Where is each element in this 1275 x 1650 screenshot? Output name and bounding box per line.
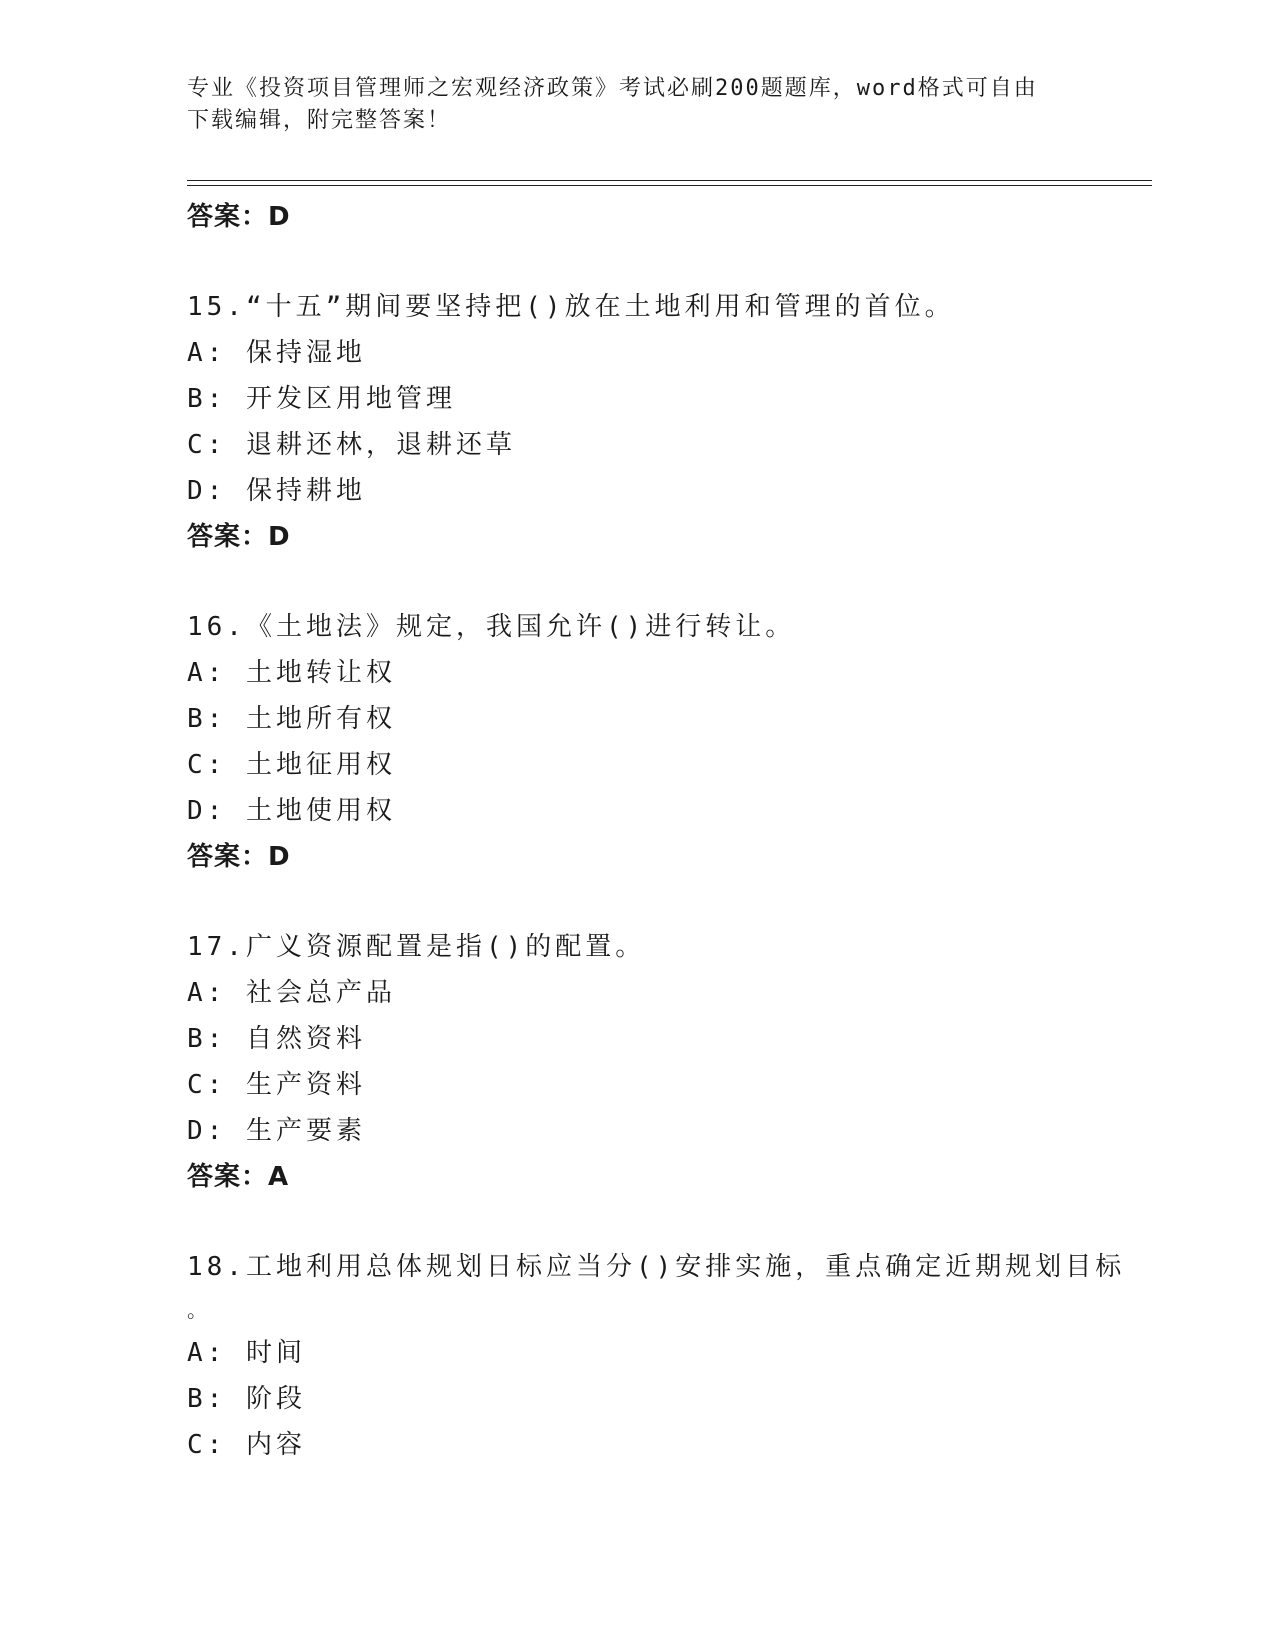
previous-answer: 答案：D [187,202,291,232]
header-divider-bottom [187,185,1152,186]
option-b: B: 土地所有权 [187,704,396,734]
option-c: C: 退耕还林，退耕还草 [187,430,516,460]
question-18 [187,1244,1126,1468]
option-c: C: 生产资料 [187,1070,366,1100]
option-b: B: 开发区用地管理 [187,384,456,414]
question-stem: 18.工地利用总体规划日标应当分()安排实施，重点确定近期规划目标 [187,1252,1126,1282]
answer: 答案：D [187,842,291,872]
question-stem: 16.《土地法》规定，我国允许()进行转让。 [187,612,796,642]
option-a: A: 保持湿地 [187,338,366,368]
header-divider-top [187,180,1152,181]
document-header [187,73,1067,137]
question-list [187,194,1126,1468]
header-line-1: 专业《投资项目管理师之宏观经济政策》考试必刷200题题库，word格式可自由 [187,76,1038,101]
option-b: B: 自然资料 [187,1024,366,1054]
option-a: A: 社会总产品 [187,978,396,1008]
question-stem: 15.“十五”期间要坚持把()放在土地利用和管理的首位。 [187,292,955,322]
option-c: C: 内容 [187,1430,306,1460]
option-a: A: 土地转让权 [187,658,396,688]
question-stem-continued: 。 [187,1298,207,1322]
option-c: C: 土地征用权 [187,750,396,780]
option-b: B: 阶段 [187,1384,306,1414]
answer: 答案：A [187,1162,290,1192]
question-stem: 17.广义资源配置是指()的配置。 [187,932,646,962]
question-15 [187,284,1087,560]
answer: 答案：D [187,522,291,552]
question-17 [187,924,1087,1200]
option-d: D: 土地使用权 [187,796,396,826]
question-16 [187,604,1087,880]
option-d: D: 生产要素 [187,1116,366,1146]
option-d: D: 保持耕地 [187,476,366,506]
header-line-2: 下载编辑，附完整答案！ [187,108,452,133]
option-a: A: 时间 [187,1338,306,1368]
